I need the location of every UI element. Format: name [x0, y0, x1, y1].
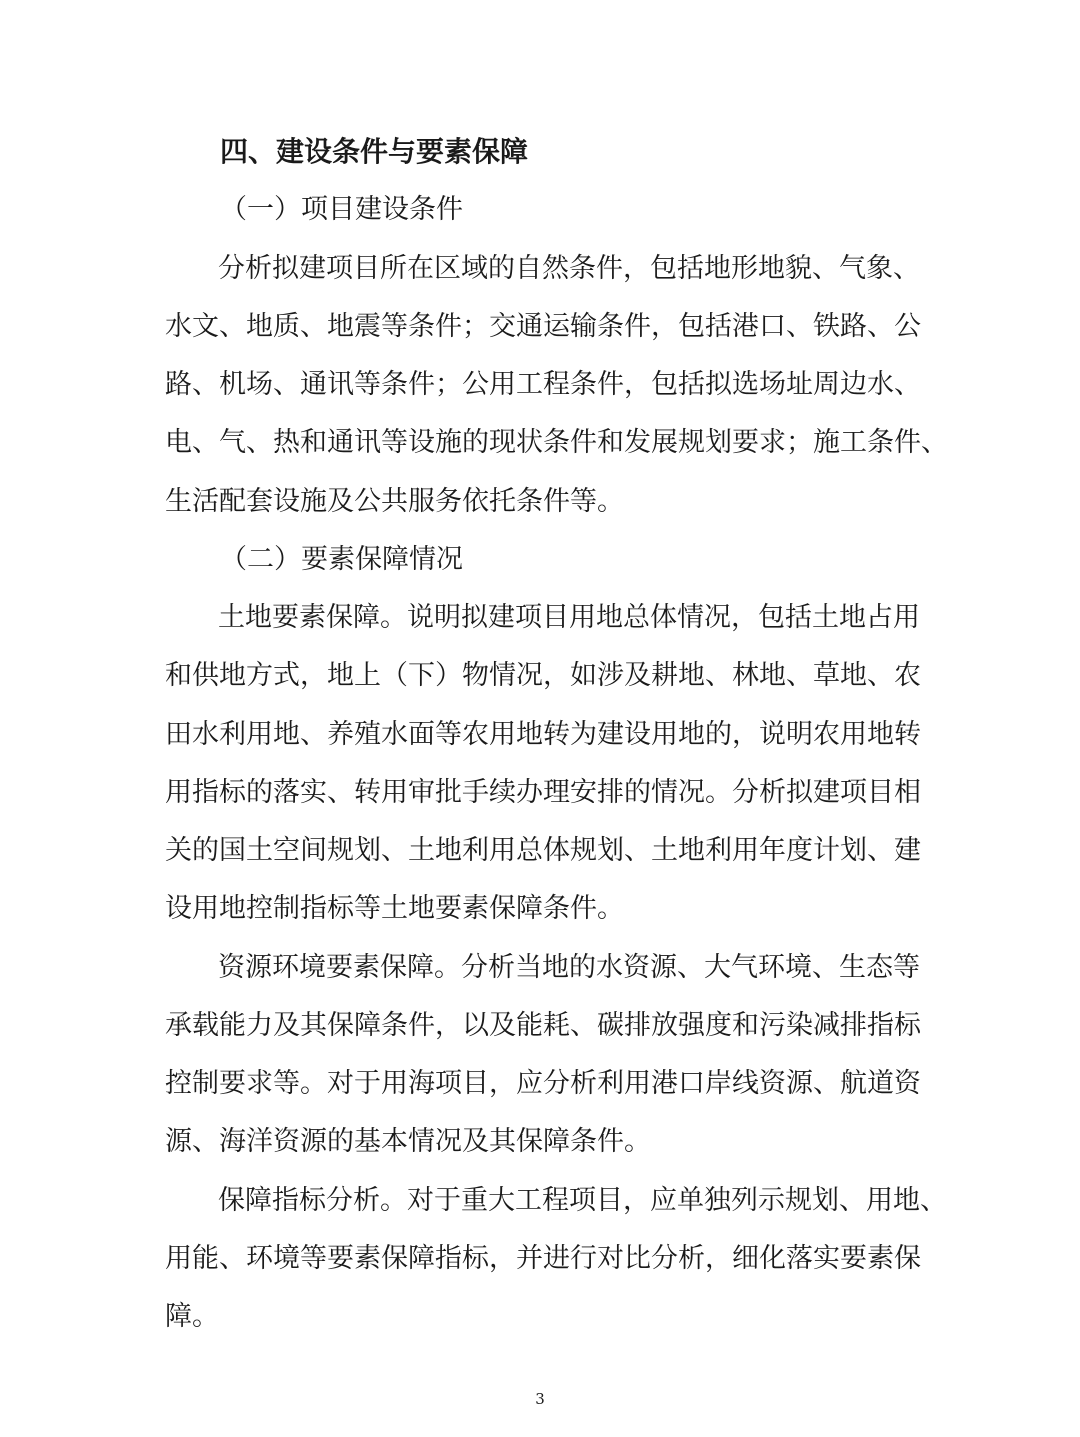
- paragraph-line: 用指标的落实、转用审批手续办理安排的情况。分析拟建项目相: [165, 776, 921, 808]
- paragraph-line: 设用地控制指标等土地要素保障条件。: [165, 893, 624, 925]
- paragraph-line: 分析拟建项目所在区域的自然条件，包括地形地貌、气象、: [218, 252, 920, 284]
- paragraph-line: 源、海洋资源的基本情况及其保障条件。: [165, 1126, 651, 1158]
- paragraph-line: 路、机场、通讯等条件；公用工程条件，包括拟选场址周边水、: [165, 369, 921, 400]
- section-heading: 四、建设条件与要素保障: [220, 135, 529, 168]
- paragraph-line: 和供地方式，地上（下）物情况，如涉及耕地、林地、草地、农: [165, 660, 921, 692]
- page-number: 3: [535, 1390, 545, 1408]
- paragraph-line: 控制要求等。对于用海项目，应分析利用港口岸线资源、航道资: [165, 1068, 921, 1099]
- subsection-title: （二）要素保障情况: [220, 543, 463, 575]
- subsection-title: （一）项目建设条件: [220, 194, 463, 226]
- paragraph-line: 用能、环境等要素保障指标，并进行对比分析，细化落实要素保: [165, 1242, 921, 1274]
- paragraph-line: 生活配套设施及公共服务依托条件等。: [165, 485, 624, 517]
- paragraph-line: 资源环境要素保障。分析当地的水资源、大气环境、生态等: [218, 951, 920, 983]
- paragraph-line: 承载能力及其保障条件，以及能耗、碳排放强度和污染减排指标: [165, 1009, 921, 1041]
- paragraph-line: 保障指标分析。对于重大工程项目，应单独列示规划、用地、: [218, 1184, 947, 1216]
- paragraph-line: 关的国土空间规划、土地利用总体规划、土地利用年度计划、建: [165, 835, 921, 866]
- paragraph-line: 电、气、热和通讯等设施的现状条件和发展规划要求；施工条件、: [165, 427, 948, 459]
- paragraph-line: 土地要素保障。说明拟建项目用地总体情况，包括土地占用: [218, 602, 920, 633]
- paragraph-line: 障。: [165, 1301, 219, 1332]
- paragraph-line: 田水利用地、养殖水面等农用地转为建设用地的，说明农用地转: [165, 718, 921, 750]
- paragraph-line: 水文、地质、地震等条件；交通运输条件，包括港口、铁路、公: [165, 310, 921, 342]
